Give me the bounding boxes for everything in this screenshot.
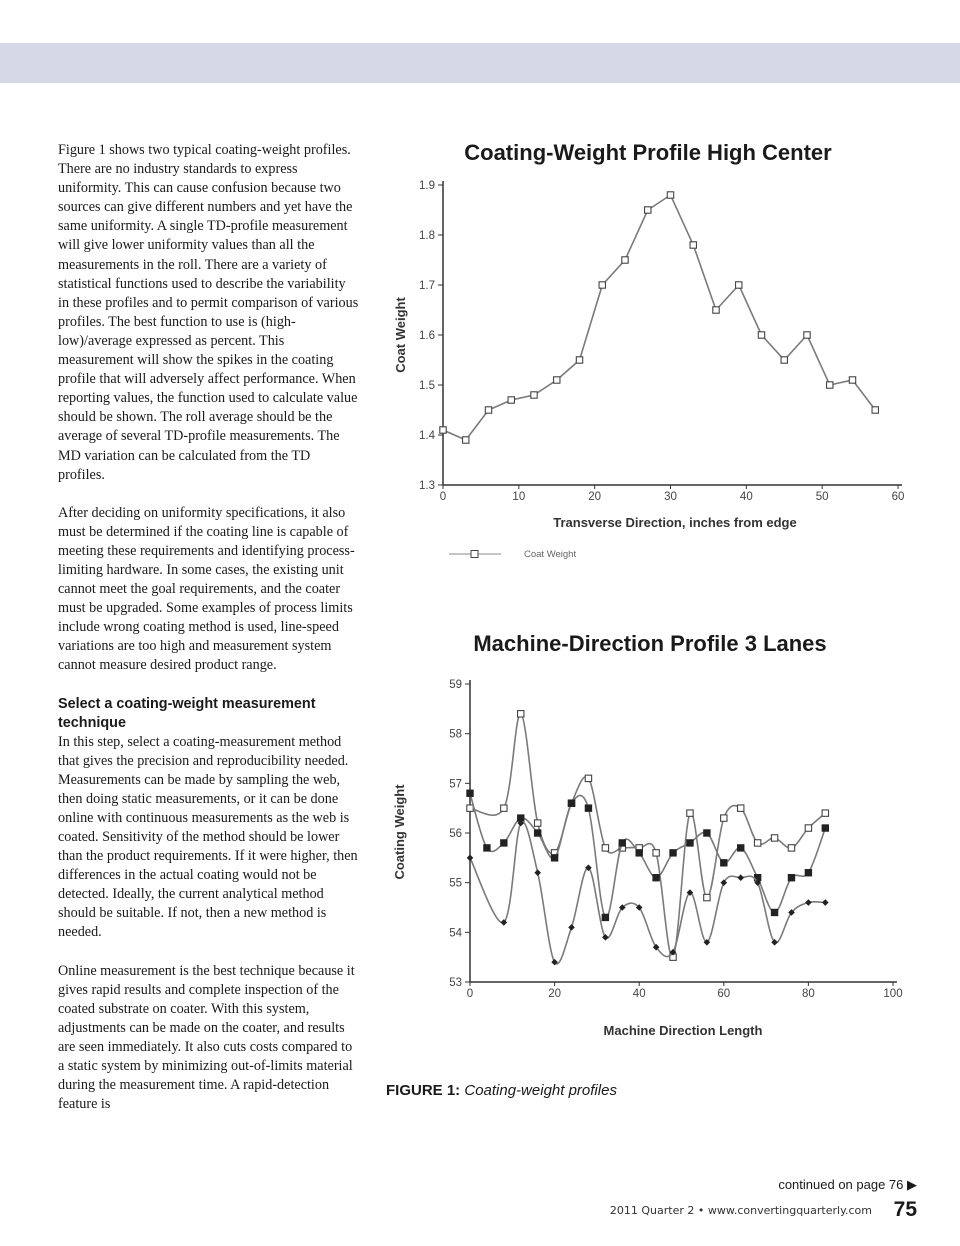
y-tick-label: 56 [449, 828, 462, 840]
x-tick-label: 0 [466, 988, 474, 1000]
article-paragraph-1: Figure 1 shows two typical coating-weight profiles. There are no industry standards to express uniformity. This can cause confusion because two sources can give different numbers and yet have the same uniformity. A single TD-profile measurement will give lower uniformity values than all the measurements in the roll. There are a variety of statistical functions used to describe the variability in these profiles and to permit comparison of various profiles. The best function to use is (high-low)/average expressed as percent. This measurement will show the spikes in the coating profile that will adversely affect performance. When reporting values, the function used to calculate value should be shown. The roll average should be the average of several TD-profile measurements. The MD variation can be calculated from the TD profiles. [58, 142, 359, 483]
data-point [467, 790, 473, 796]
data-point [687, 840, 693, 846]
y-tick-label: 1.3 [419, 480, 435, 492]
page-number: 75 [893, 1198, 917, 1221]
data-point [822, 899, 829, 906]
article-paragraph-2: After deciding on uniformity specifications, it also must be determined if the coating line is capable of meeting these requirements and identifying process-limiting hardware. In some cases, the existing unit cannot meet the goal requirements, and the coater must be upgraded. Some examples of process limits include wrong coating method is used, line-speed variations are too high and measurement system cannot measure desired product range. [58, 504, 355, 674]
data-point [518, 711, 524, 717]
chart-title: Machine-Direction Profile 3 Lanes [473, 631, 827, 656]
data-point [602, 845, 608, 851]
y-tick-label: 59 [449, 679, 462, 691]
y-tick-label: 1.9 [419, 180, 435, 192]
data-point [771, 909, 777, 915]
y-tick-label: 53 [449, 977, 462, 989]
data-point [653, 850, 659, 856]
x-tick-label: 10 [512, 491, 526, 503]
data-point [738, 805, 744, 811]
data-point [721, 815, 727, 821]
x-tick-label: 60 [891, 491, 905, 503]
figure-label: FIGURE 1: [386, 1082, 461, 1099]
data-point [737, 874, 744, 881]
data-point [704, 830, 710, 836]
data-point [467, 855, 474, 862]
x-tick-label: 0 [439, 491, 447, 503]
td-profile-chart-svg [385, 135, 925, 575]
section-subheading: Select a coating-weight measurement technique [58, 695, 316, 731]
data-point [619, 840, 625, 846]
data-point [872, 407, 878, 413]
data-point [534, 869, 541, 876]
data-point [599, 282, 605, 288]
x-axis-label: Transverse Direction, inches from edge [553, 515, 797, 530]
data-point [754, 840, 760, 846]
data-point [781, 357, 787, 363]
data-point [484, 845, 490, 851]
chart-legend [449, 549, 576, 560]
md-profile-chart-svg [385, 625, 925, 1045]
x-tick-label: 20 [548, 988, 561, 1000]
y-tick-label: 1.5 [419, 380, 435, 392]
data-point [849, 377, 855, 383]
header-band [0, 43, 960, 83]
figure-caption [386, 1082, 617, 1099]
data-point [738, 845, 744, 851]
y-tick-label: 1.4 [419, 430, 435, 442]
data-point [704, 894, 710, 900]
x-axis-label: Machine Direction Length [603, 1023, 763, 1038]
data-point [670, 850, 676, 856]
data-point [805, 825, 811, 831]
data-point [687, 810, 693, 816]
data-point [827, 382, 833, 388]
data-point [721, 860, 727, 866]
data-point [690, 242, 696, 248]
x-tick-label: 50 [815, 491, 829, 503]
y-tick-label: 1.7 [419, 280, 435, 292]
data-point [771, 939, 778, 946]
y-tick-label: 58 [449, 728, 462, 741]
x-tick-label: 100 [883, 988, 903, 1000]
x-tick-label: 40 [632, 988, 646, 1000]
data-point [713, 307, 719, 313]
data-point [485, 407, 491, 413]
data-point [585, 775, 591, 781]
data-point [736, 282, 742, 288]
data-point [534, 830, 540, 836]
legend-marker [471, 551, 478, 558]
data-point [636, 850, 642, 856]
article-column [58, 141, 360, 1114]
data-point [602, 934, 609, 941]
data-point [440, 427, 446, 433]
series-line-2 [470, 793, 825, 917]
data-point [602, 914, 608, 920]
data-point [576, 357, 582, 363]
data-point [508, 397, 514, 403]
y-axis-label: Coating Weight [392, 784, 407, 880]
data-point [568, 800, 574, 806]
x-tick-label: 20 [588, 491, 602, 503]
data-point [463, 437, 469, 443]
data-point [622, 257, 628, 263]
data-point [585, 805, 591, 811]
data-point [805, 899, 812, 906]
data-point [771, 835, 777, 841]
figure-caption-text: Coating-weight profiles [464, 1082, 617, 1099]
article-paragraph-3: In this step, select a coating-measurement method that gives the precision and reproducibility needed. Measurements can be made by sampling the web, then doing static measurements, or it can be done online with continuous measurements as the web is coated. Sensitivity of the method should be lower than the product requirements. If it were higher, then differences in the actual coating would not be detected. Ideally, the current analytical method should be suitable. If not, then a new method is needed. [58, 733, 358, 941]
data-point [804, 332, 810, 338]
data-point [645, 207, 651, 213]
chart-title: Coating-Weight Profile High Center [464, 140, 832, 165]
md-profile-chart [385, 625, 925, 1045]
data-point [788, 875, 794, 881]
data-point [501, 805, 507, 811]
issue-footer: 2011 Quarter 2 • www.convertingquarterly.com [609, 1204, 872, 1217]
x-tick-label: 80 [802, 988, 815, 1000]
data-point [568, 924, 575, 931]
data-point [788, 845, 794, 851]
y-tick-label: 1.6 [419, 330, 435, 342]
data-point [551, 855, 557, 861]
y-tick-label: 1.8 [419, 230, 435, 242]
y-axis-label: Coat Weight [393, 297, 408, 373]
data-point [822, 810, 828, 816]
data-point [805, 870, 811, 876]
data-point [822, 825, 828, 831]
x-tick-label: 60 [717, 988, 731, 1000]
article-paragraph-4: Online measurement is the best technique because it gives rapid results and complete inspection of the coated substrate on coater. With this system, adjustments can be made on the coater, and results are seen immediately. It also cuts costs compared to a static system by minimizing out-of-limits material during the measurement time. A rapid-detection feature is [58, 962, 355, 1113]
x-tick-label: 40 [739, 491, 753, 503]
y-tick-label: 54 [449, 927, 462, 940]
x-tick-label: 30 [664, 491, 677, 503]
legend-label: Coat Weight [524, 549, 577, 560]
data-point [758, 332, 764, 338]
data-point [531, 392, 537, 398]
data-point [554, 377, 560, 383]
continued-note: continued on page 76 ▶ [778, 1177, 917, 1192]
y-tick-label: 57 [449, 778, 462, 791]
data-point [667, 192, 673, 198]
data-point [534, 820, 540, 826]
data-point [501, 840, 507, 846]
data-point [653, 875, 659, 881]
y-tick-label: 55 [449, 877, 462, 890]
td-profile-chart [385, 135, 925, 575]
data-point [467, 805, 473, 811]
